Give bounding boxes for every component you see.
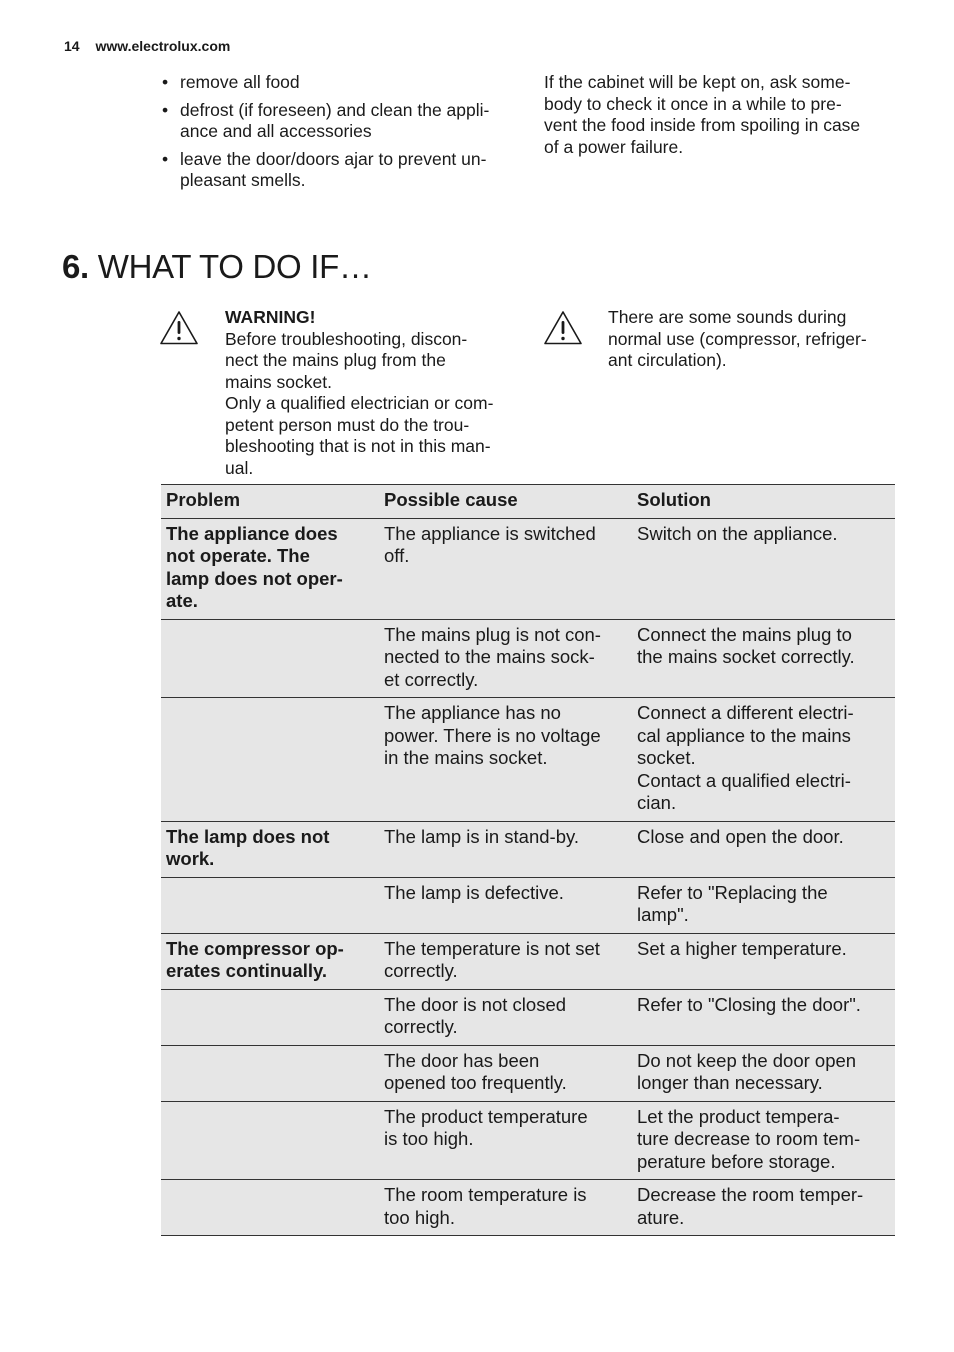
solution-cell: Set a higher temperature. — [632, 933, 895, 989]
solution-cell: Connect a different electri- cal appliance to the mains socket. Contact a qualified electri- cian. — [632, 698, 895, 822]
problem-cell — [161, 1045, 379, 1101]
cause-cell: The door is not closed correctly. — [379, 989, 632, 1045]
cabinet-note: If the cabinet will be kept on, ask some- body to check it once in a while to pre- vent the food inside from spoiling in case of a power failure. — [544, 72, 861, 157]
solution-cell: Refer to "Replacing the lamp". — [632, 877, 895, 933]
table-row — [161, 619, 895, 698]
section-number: 6. — [62, 248, 89, 285]
troubleshooting-table — [161, 484, 895, 1236]
table-row — [161, 989, 895, 1045]
problem-cell — [161, 1180, 379, 1236]
table-row — [161, 933, 895, 989]
table-body — [161, 518, 895, 1236]
solution-cell: Let the product tempera- ture decrease to room tem- perature before storage. — [632, 1101, 895, 1180]
cause-cell: The appliance is switched off. — [379, 518, 632, 619]
solution-cell: Refer to "Closing the door". — [632, 989, 895, 1045]
problem-cell: The lamp does not work. — [161, 821, 379, 877]
table-row — [161, 877, 895, 933]
intro-bullet-list — [160, 72, 512, 198]
column-header-problem: Problem — [161, 485, 379, 519]
cause-cell: The door has been opened too frequently. — [379, 1045, 632, 1101]
problem-cell — [161, 877, 379, 933]
bullet-text: leave the door/doors ajar to prevent un- pleasant smells. — [180, 148, 487, 190]
problem-cell — [161, 989, 379, 1045]
warning-text: Before troubleshooting, discon- nect the mains plug from the mains socket. Only a qualified electrician or com- petent person must do the trou- bleshooting that is not in this man- ual. — [225, 328, 494, 478]
bullet-text: defrost (if foreseen) and clean the appli- ance and all accessories — [180, 99, 490, 141]
warning-notice — [225, 307, 517, 479]
cause-cell: The temperature is not set correctly. — [379, 933, 632, 989]
website-url: www.electrolux.com — [95, 38, 231, 54]
solution-cell: Do not keep the door open longer than necessary. — [632, 1045, 895, 1101]
cause-cell: The mains plug is not con- nected to the mains sock- et correctly. — [379, 619, 632, 698]
list-item: • leave the door/doors ajar to prevent un- pleasant smells. — [162, 148, 487, 190]
table-row — [161, 518, 895, 619]
table-row — [161, 1101, 895, 1180]
list-item: • remove all food — [162, 72, 300, 92]
cause-cell: The lamp is defective. — [379, 877, 632, 933]
table-row — [161, 821, 895, 877]
table-row — [161, 1180, 895, 1236]
cause-cell: The lamp is in stand-by. — [379, 821, 632, 877]
column-header-cause: Possible cause — [379, 485, 632, 519]
problem-cell — [161, 1101, 379, 1180]
warning-triangle-icon — [543, 310, 583, 346]
bullet-text: remove all food — [180, 72, 300, 92]
solution-cell: Connect the mains plug to the mains socket correctly. — [632, 619, 895, 698]
warning-triangle-icon — [159, 310, 199, 346]
problem-cell — [161, 698, 379, 822]
problem-cell: The appliance does not operate. The lamp does not oper- ate. — [161, 518, 379, 619]
sounds-notice: There are some sounds during normal use (compressor, refriger- ant circulation). — [608, 307, 867, 370]
solution-cell: Switch on the appliance. — [632, 518, 895, 619]
table-row — [161, 1045, 895, 1101]
problem-cell: The compressor op- erates continually. — [161, 933, 379, 989]
column-header-solution: Solution — [632, 485, 895, 519]
warning-title: WARNING! — [225, 307, 316, 327]
solution-cell: Decrease the room temper- ature. — [632, 1180, 895, 1236]
table-header-row — [161, 485, 895, 519]
page-number: 14 — [64, 38, 80, 54]
page-header — [64, 38, 230, 54]
problem-cell — [161, 619, 379, 698]
list-item: • defrost (if foreseen) and clean the appli- ance and all accessories — [162, 99, 490, 141]
section-title — [62, 248, 372, 286]
cause-cell: The room temperature is too high. — [379, 1180, 632, 1236]
solution-cell: Close and open the door. — [632, 821, 895, 877]
cause-cell: The product temperature is too high. — [379, 1101, 632, 1180]
section-heading: WHAT TO DO IF… — [97, 248, 372, 285]
table-row — [161, 698, 895, 822]
cause-cell: The appliance has no power. There is no voltage in the mains socket. — [379, 698, 632, 822]
